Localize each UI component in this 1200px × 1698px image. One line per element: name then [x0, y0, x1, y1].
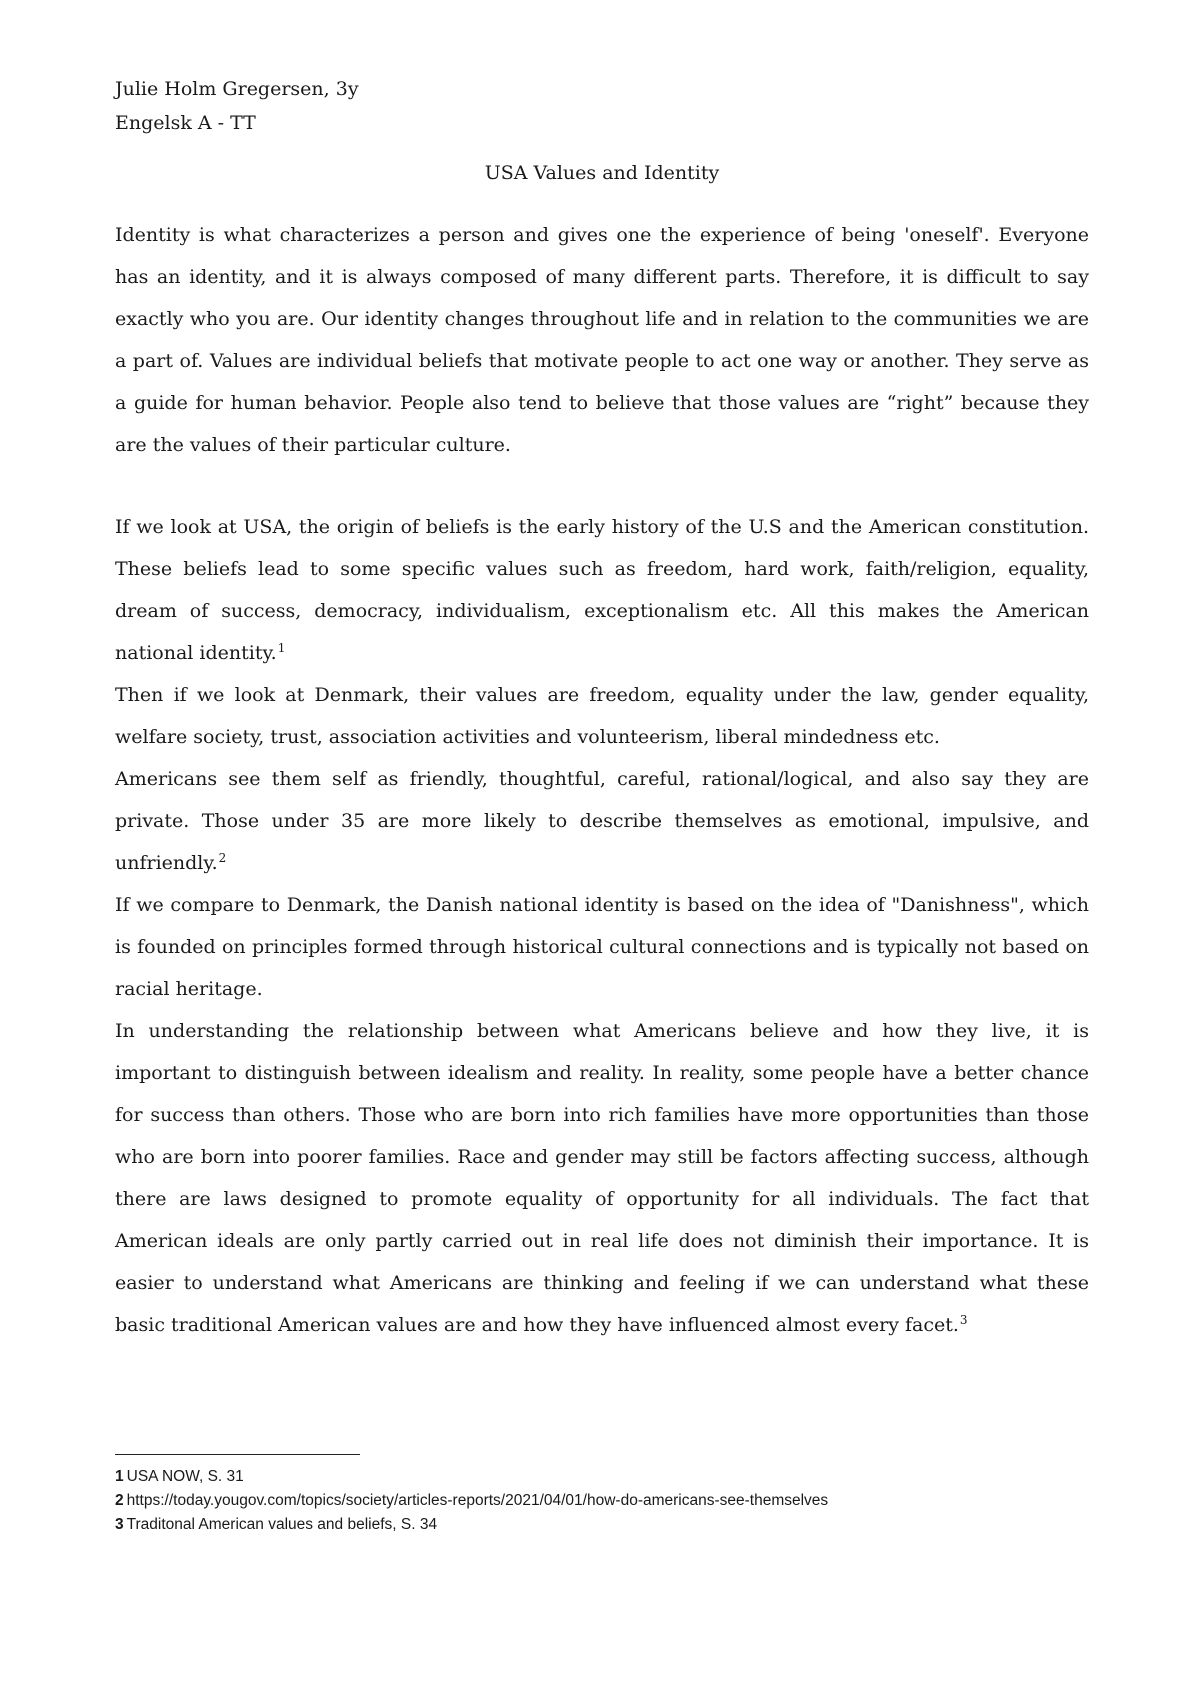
footnote-reference[interactable]: 3: [959, 1312, 968, 1327]
footnote-reference[interactable]: 1: [277, 640, 286, 655]
paragraph-americans-self-view: [115, 758, 1089, 884]
course-line: Engelsk A - TT: [115, 112, 256, 134]
paragraph-text: If we compare to Denmark, the Danish national identity is based on the idea of "Danishness", which is founded on principles formed through historical cultural connections and is typically not based on racial heritage.: [115, 894, 1089, 1000]
footnote-number: 1: [115, 1468, 124, 1485]
paragraph-text: Americans see them self as friendly, thoughtful, careful, rational/logical, and also say they are private. Those under 35 are more likely to describe themselves as emotional, impulsive, and unfriendly.: [115, 768, 1089, 874]
paragraph-text: In understanding the relationship between what Americans believe and how they live, it is important to distinguish between idealism and reality. In reality, some people have a better chance for success than others. Those who are born into rich families have more opportunities than those who are born into poorer families. Race and gender may still be factors affecting success, although there are laws designed to promote equality of opportunity for all individuals. The fact that American ideals are only partly carried out in real life does not diminish their importance. It is easier to understand what Americans are thinking and feeling if we can understand what these basic traditional American values are and how they have influenced almost every facet.: [115, 1020, 1089, 1336]
footnote-number: 2: [115, 1492, 124, 1509]
paragraph-text: Identity is what characterizes a person and gives one the experience of being 'oneself'. Everyone has an identity, and it is always composed of many different parts. Therefore, it is difficult to say exactly who you are. Our identity changes throughout life and in relation to the communities we are a part of. Values are individual beliefs that motivate people to act one way or another. They serve as a guide for human behavior. People also tend to believe that those values are “right” because they are the values of their particular culture.: [115, 224, 1089, 456]
footnote-number: 3: [115, 1516, 124, 1533]
paragraph-idealism-reality: [115, 1010, 1089, 1346]
paragraph-identity-definition: [115, 214, 1089, 466]
footnote-text: Traditonal American values and beliefs, S. 34: [126, 1516, 438, 1533]
footnote-text: USA NOW, S. 31: [126, 1468, 244, 1485]
footnote-item: [115, 1513, 1115, 1537]
document-title: USA Values and Identity: [484, 162, 720, 184]
footnote-item: [115, 1465, 1115, 1489]
paragraph-text: Then if we look at Denmark, their values are freedom, equality under the law, gender equality, welfare society, trust, association activities and volunteerism, liberal mindedness etc.: [115, 684, 1089, 748]
paragraph-danishness: [115, 884, 1089, 1010]
author-line: Julie Holm Gregersen, 3y: [115, 78, 359, 100]
footnote-item: [115, 1489, 1115, 1513]
footnote-reference[interactable]: 2: [218, 850, 227, 865]
footnote-link[interactable]: https://today.yougov.com/topics/society/articles-reports/2021/04/01/how-do-americans-see-themselves: [126, 1492, 829, 1509]
paragraph-usa-beliefs: [115, 506, 1089, 674]
paragraph-text: If we look at USA, the origin of beliefs is the early history of the U.S and the American constitution. These beliefs lead to some specific values such as freedom, hard work, faith/religion, equality, dream of success, democracy, individualism, exceptionalism etc. All this makes the American national identity.: [115, 516, 1089, 664]
document-body: [115, 72, 1089, 1346]
paragraph-denmark-values: [115, 674, 1089, 758]
footnote-separator: [115, 1454, 360, 1455]
footnotes-section: [115, 1454, 1115, 1537]
